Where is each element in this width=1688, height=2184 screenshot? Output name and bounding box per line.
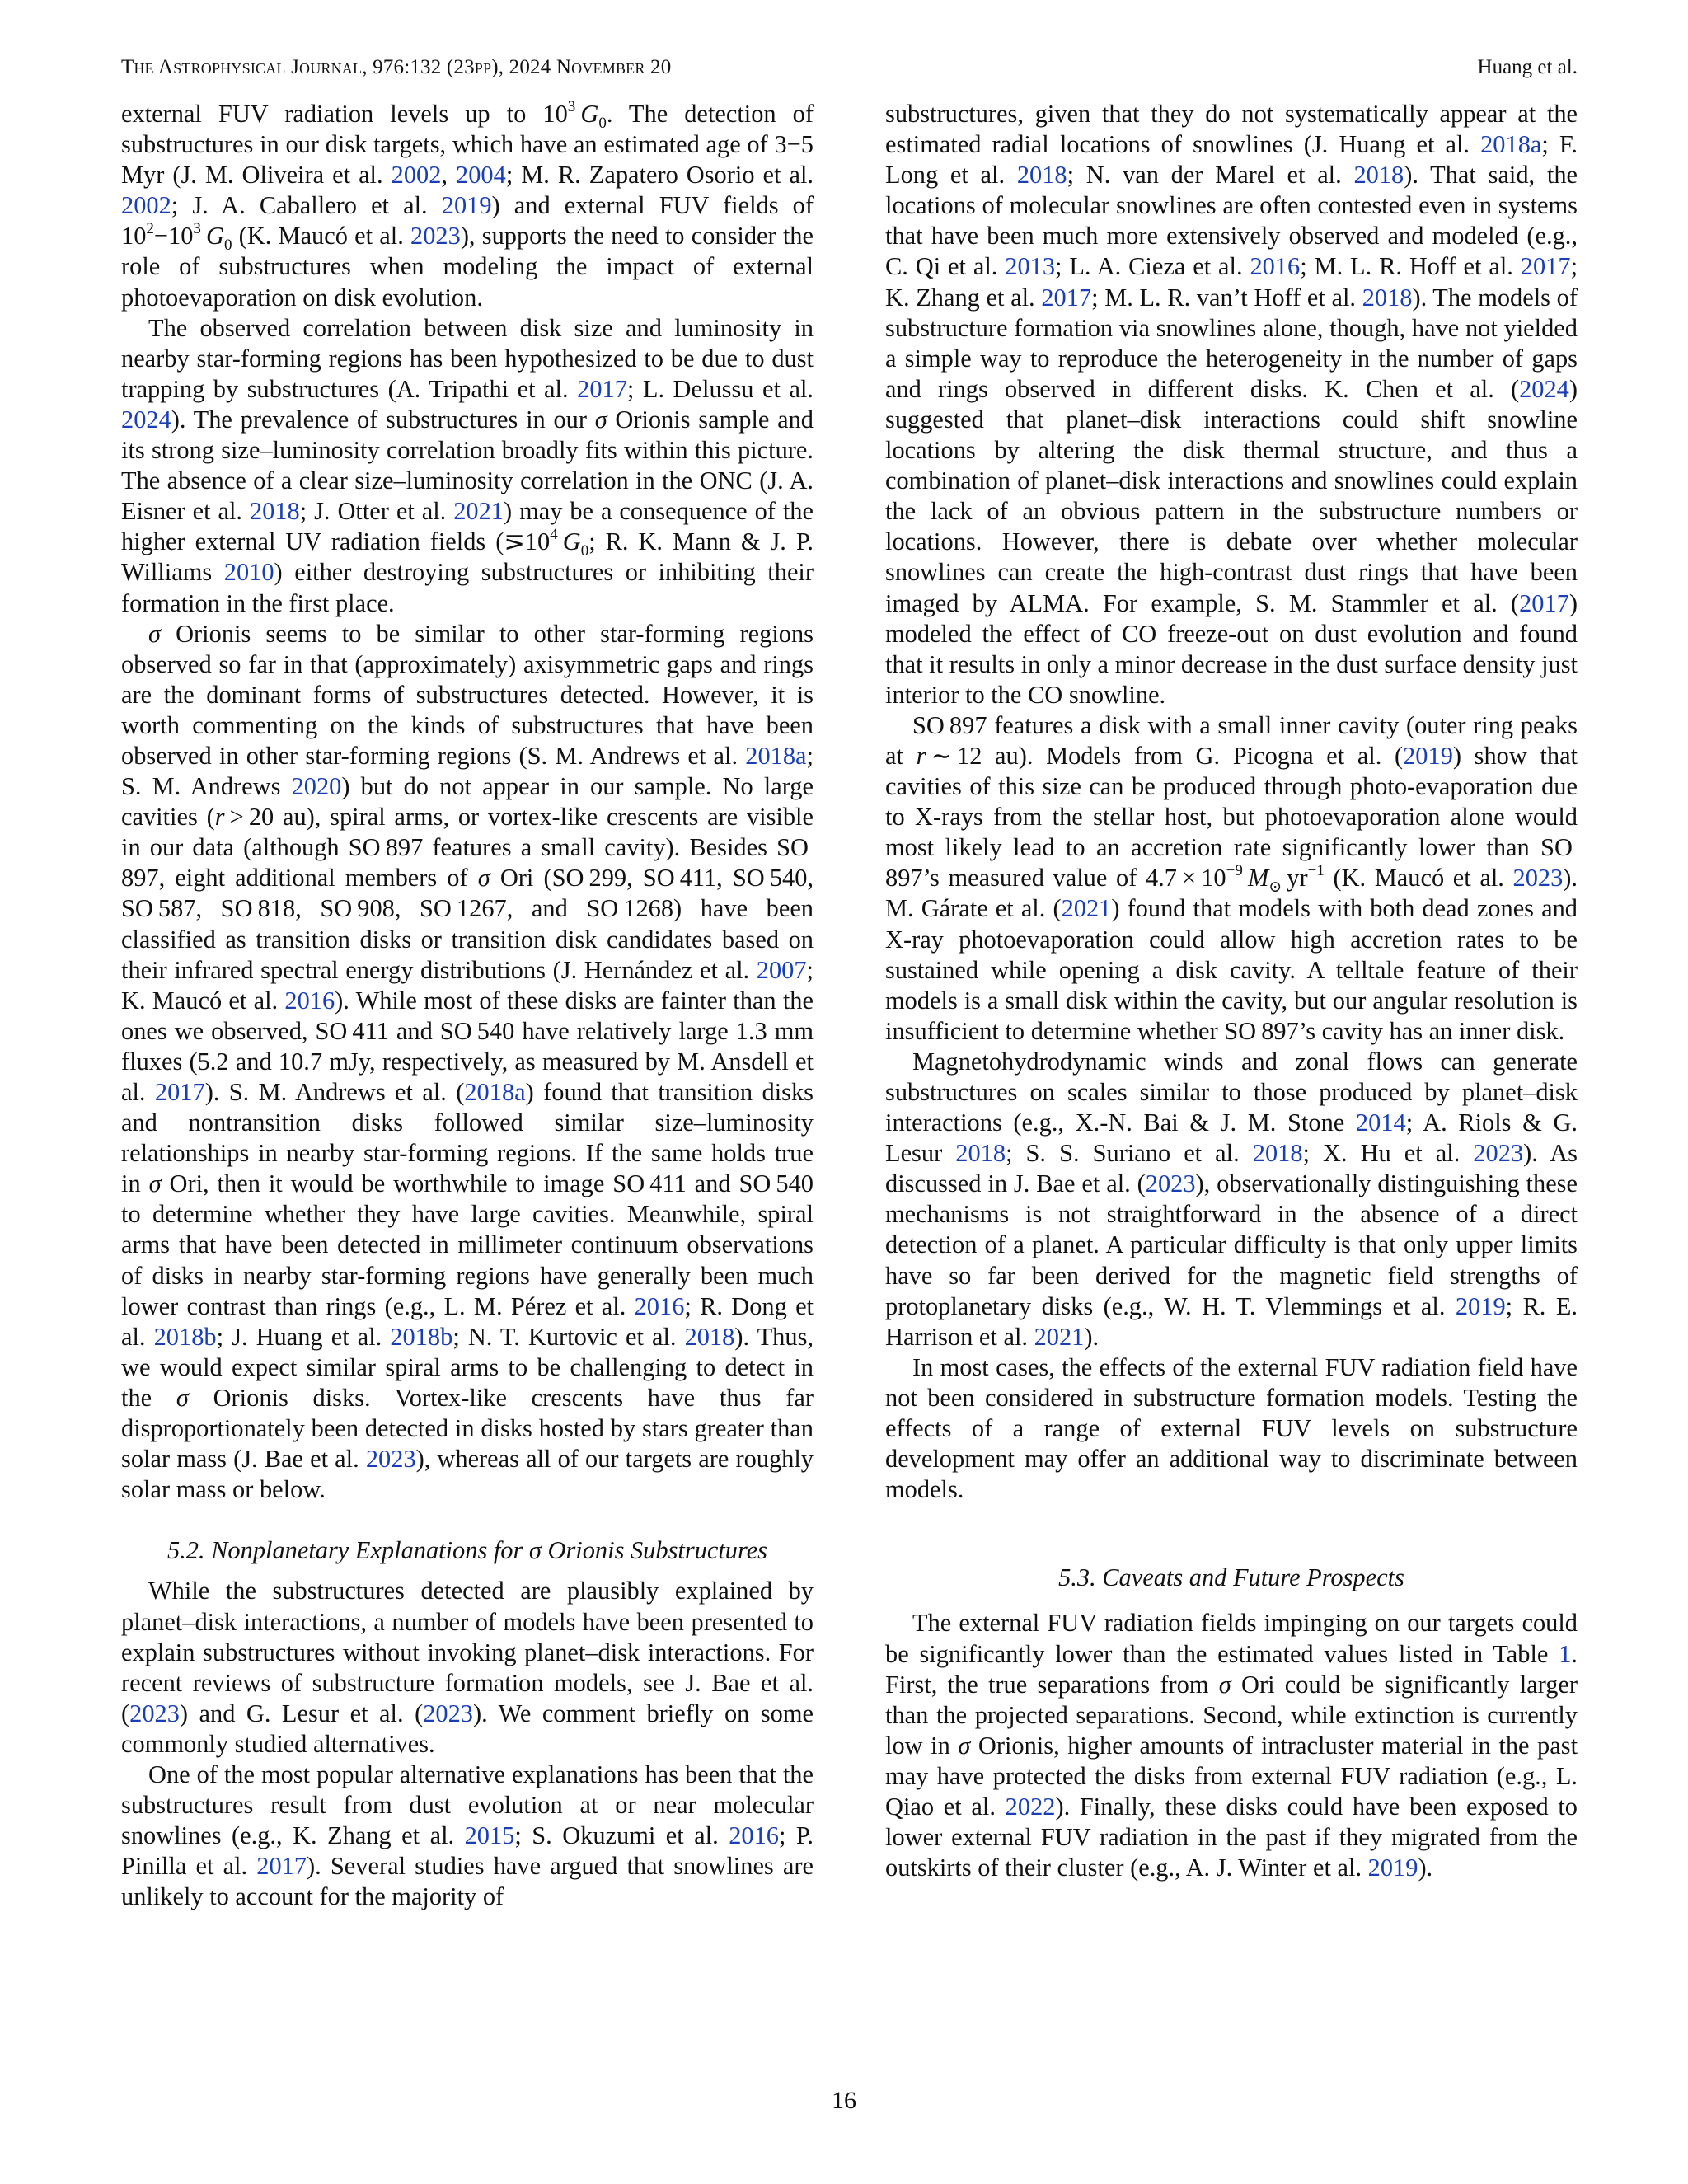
right-column <box>885 99 1578 1883</box>
citation-link[interactable]: 2018a <box>1480 130 1542 159</box>
citation-link[interactable]: 2023 <box>1512 864 1564 893</box>
citation-link[interactable]: 2023 <box>423 1699 473 1727</box>
citation-link[interactable]: 2021 <box>1061 894 1112 923</box>
page-number: 16 <box>832 2087 856 2114</box>
citation-link[interactable]: 2017 <box>1041 283 1092 312</box>
paragraph: σ Orionis seems to be similar to other star-forming regions observed so far in that (approximately) axisymmetric gaps and rings are the dominant forms of substructures detected. However, it is worth commenting on the kinds of substructures that have been observed in other star-forming regions (S. M. Andrews et al. 2018a; S. M. Andrews 2020) but do not appear in our sample. No large cavities (r > 20 au), spiral arms, or vortex-like crescents are visible in our data (although SO 897 features a small cavity). Besides SO 897, eight additional members of σ Ori (SO 299, SO 411, SO 540, SO 587, SO 818, SO 908, SO 1267, and SO 1268) have been classified as transition disks or transition disk candidates based on their infrared spectral energy distributions (J. Hernández et al. 2007; K. Maucó et al. 2016). While most of these disks are fainter than the ones we observed, SO 411 and SO 540 have relatively large 1.3 mm fluxes (5.2 and 10.7 mJy, respectively, as measured by M. Ansdell et al. 2017). S. M. Andrews et al. (2018a) found that transition disks and nontransition disks followed similar size–luminosity relationships in nearby star-forming regions. If the same holds true in σ Ori, then it would be worthwhile to image SO 411 and SO 540 to determine whether they have large cavities. Meanwhile, spiral arms that have been detected in millimeter continuum observations of disks in nearby star-forming regions have generally been much lower contrast than rings (e.g., L. M. Pérez et al. 2016; R. Dong et al. 2018b; J. Huang et al. 2018b; N. T. Kurtovic et al. 2018). Thus, we would expect similar spiral arms to be challenging to detect in the σ Orionis disks. Vortex-like crescents have thus far disproportionately been detected in disks hosted by stars greater than solar mass (J. Bae et al. 2023), whereas all of our targets are roughly solar mass or below. <box>121 619 814 1504</box>
citation-link[interactable]: 2017 <box>1519 588 1569 617</box>
running-authors: Huang et al. <box>1477 56 1578 78</box>
section-heading: 5.2. Nonplanetary Explanations for σ Orionis Substructures <box>166 1536 768 1565</box>
citation-link[interactable]: 2018 <box>1252 1139 1303 1168</box>
citation-link[interactable]: 2023 <box>365 1445 416 1474</box>
citation-link[interactable]: 2018a <box>464 1078 526 1106</box>
citation-link[interactable]: 2010 <box>223 558 274 587</box>
citation-link[interactable]: 2016 <box>729 1821 779 1850</box>
citation-link[interactable]: 2002 <box>121 191 171 220</box>
citation-link[interactable]: 2023 <box>129 1699 180 1727</box>
citation-link[interactable]: 2017 <box>154 1078 205 1106</box>
citation-link[interactable]: 2016 <box>284 986 335 1015</box>
citation-link[interactable]: 2018 <box>1362 283 1413 312</box>
paragraph: external FUV radiation levels up to $10^3$ $G_0$. The detection of substructures in our disk targets, which have an estimated age of 3−5 Myr (J. M. Oliveira et al. 2002, 2004; M. R. Zapatero Osorio et al. 2002; J. A. Caballero et al. 2019) and external FUV fields of $10^2-10^3$ $G_0$ (K. Maucó et al. 2023), supports the need to consider the role of substructures when modeling the impact of external photoevaporation on disk evolution. <box>121 98 814 312</box>
citation-link[interactable]: 2018 <box>1016 161 1067 190</box>
citation-link[interactable]: 2019 <box>1403 741 1453 770</box>
citation-link[interactable]: 2013 <box>1005 252 1056 281</box>
paragraph: The observed correlation between disk size and luminosity in nearby star-forming regions has been hypothesized to be due to dust trapping by substructures (A. Tripathi et al. 2017; L. Delussu et al. 2024). The prevalence of substructures in our σ Orionis sample and its strong size–luminosity correlation broadly fits within this picture. The absence of a clear size–luminosity correlation in the ONC (J. A. Eisner et al. 2018; J. Otter et al. 2021) may be a consequence of the higher external UV radiation fields ($⋝10^4$ $G_0$; R. K. Mann & J. P. Williams 2010) either destroying substructures or inhibiting their formation in the first place. <box>121 313 814 617</box>
section-heading: 5.3. Caveats and Future Prospects <box>1058 1563 1404 1592</box>
citation-link[interactable]: 2017 <box>1520 252 1571 281</box>
citation-link[interactable]: 2024 <box>1519 374 1569 403</box>
paragraph: Magnetohydrodynamic winds and zonal flows can generate substructures on scales similar to those produced by planet–disk interactions (e.g., X.-N. Bai & J. M. Stone 2014; A. Riols & G. Lesur 2018; S. S. Suriano et al. 2018; X. Hu et al. 2023). As discussed in J. Bae et al. (2023), observationally distinguishing these mechanisms is not straightforward in the absence of a direct detection of a planet. A particular difficulty is that only upper limits have so far been derived for the magnetic field strengths of protoplanetary disks (e.g., W. H. T. Vlemmings et al. 2019; R. E. Harrison et al. 2021). <box>885 1047 1578 1351</box>
citation-link[interactable]: 2019 <box>441 191 492 220</box>
citation-link[interactable]: 2023 <box>1145 1169 1196 1198</box>
citation-link[interactable]: 2022 <box>1005 1792 1056 1821</box>
left-column <box>121 99 814 1912</box>
citation-link[interactable]: 2018b <box>153 1322 217 1351</box>
journal-citation: The Astrophysical Journal, 976:132 (23pp), 2024 November 20 <box>121 56 672 78</box>
citation-link[interactable]: 2017 <box>256 1852 307 1881</box>
table-link[interactable]: 1 <box>1559 1639 1572 1668</box>
citation-link[interactable]: 2017 <box>577 374 627 403</box>
citation-link[interactable]: 2023 <box>1473 1139 1524 1168</box>
paragraph: While the substructures detected are plausibly explained by planet–disk interactions, a number of models have been presented to explain substructures without invoking planet–disk interactions. For recent reviews of substructure formation models, see J. Bae et al. (2023) and G. Lesur et al. (2023). We comment briefly on some commonly studied alternatives. <box>121 1577 814 1758</box>
citation-link[interactable]: 2021 <box>1034 1322 1085 1351</box>
citation-link[interactable]: 2007 <box>756 955 807 984</box>
citation-link[interactable]: 2018 <box>249 497 300 526</box>
citation-link[interactable]: 2014 <box>1355 1108 1406 1137</box>
citation-link[interactable]: 2018a <box>745 741 807 770</box>
paragraph: SO 897 features a disk with a small inner cavity (outer ring peaks at r ∼ 12 au). Models from G. Picogna et al. (2019) show that cavities of this size can be produced through photo-evaporation due to X-rays from the stellar host, but photoevaporation alone would most likely lead to an accretion rate significantly lower than SO 897’s measured value of $4.7 \times 10^{-9}$ $M_⊙$ $yr^{-1}$ (K. Maucó et al. 2023). M. Gárate et al. (2021) found that models with both dead zones and X-ray photoevaporation could allow high accretion rates to be sustained while opening a disk cavity. A telltale feature of their models is a small disk within the cavity, but our angular resolution is insufficient to determine whether SO 897’s cavity has an inner disk. <box>885 710 1578 1045</box>
citation-link[interactable]: 2002 <box>391 161 442 190</box>
paragraph: The external FUV radiation fields impinging on our targets could be significantly lower than the estimated values listed in Table 1. First, the true separations from σ Ori could be significantly larger than the projected separations. Second, while extinction is currently low in σ Orionis, higher amounts of intracluster material in the past may have protected the disks from external FUV radiation (e.g., L. Qiao et al. 2022). Finally, these disks could have been exposed to lower external FUV radiation in the past if they migrated from the outskirts of their cluster (e.g., A. J. Winter et al. 2019). <box>885 1609 1578 1882</box>
citation-link[interactable]: 2016 <box>1250 252 1301 281</box>
paragraph: One of the most popular alternative explanations has been that the substructures result from dust evolution at or near molecular snowlines (e.g., K. Zhang et al. 2015; S. Okuzumi et al. 2016; P. Pinilla et al. 2017). Several studies have argued that snowlines are unlikely to account for the majority of <box>121 1760 814 1911</box>
citation-link[interactable]: 2021 <box>453 497 504 526</box>
citation-link[interactable]: 2019 <box>1455 1291 1506 1320</box>
citation-link[interactable]: 2016 <box>634 1291 685 1320</box>
citation-link[interactable]: 2024 <box>121 405 171 434</box>
paragraph: In most cases, the effects of the external FUV radiation field have not been considered in substructure formation models. Testing the effects of a range of external FUV levels on substructure development may offer an additional way to discriminate between models. <box>885 1352 1578 1504</box>
citation-link[interactable]: 2004 <box>456 161 506 190</box>
citation-link[interactable]: 2019 <box>1367 1854 1418 1882</box>
citation-link[interactable]: 2020 <box>291 772 342 801</box>
citation-link[interactable]: 2018 <box>684 1322 735 1351</box>
citation-link[interactable]: 2018 <box>955 1139 1006 1168</box>
running-header <box>121 56 1578 79</box>
paragraph: substructures, given that they do not systematically appear at the estimated radial locations of snowlines (J. Huang et al. 2018a; F. Long et al. 2018; N. van der Marel et al. 2018). That said, the locations of molecular snowlines are often contested even in systems that have been much more extensively observed and modeled (e.g., C. Qi et al. 2013; L. A. Cieza et al. 2016; M. L. R. Hoff et al. 2017; K. Zhang et al. 2017; M. L. R. van’t Hoff et al. 2018). The models of substructure formation via snowlines alone, though, have not yielded a simple way to reproduce the heterogeneity in the number of gaps and rings observed in different disks. K. Chen et al. (2024) suggested that planet–disk interactions could shift snowline locations by altering the disk thermal structure, and thus a combination of planet–disk interactions and snowlines could explain the lack of an obvious pattern in the substructure numbers or locations. However, there is debate over whether molecular snowlines can create the high-contrast dust rings that have been imaged by ALMA. For example, S. M. Stammler et al. (2017) modeled the effect of CO freeze-out on dust evolution and found that it results in only a minor decrease in the dust surface density just interior to the CO snowline. <box>885 100 1578 709</box>
citation-link[interactable]: 2015 <box>464 1821 515 1850</box>
citation-link[interactable]: 2023 <box>410 222 461 251</box>
citation-link[interactable]: 2018 <box>1353 161 1404 190</box>
citation-link[interactable]: 2018b <box>390 1322 453 1351</box>
